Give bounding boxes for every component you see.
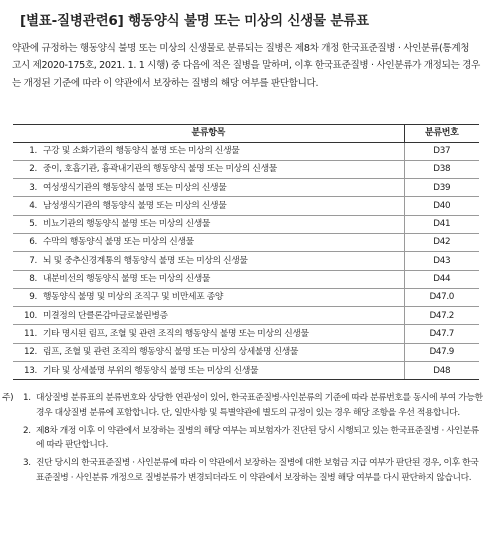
table-row <box>13 307 479 325</box>
row-code: D39 <box>404 179 479 197</box>
row-category <box>13 325 404 343</box>
row-category <box>13 362 404 380</box>
row-name: 수막의 행동양식 불명 또는 미상의 신생물 <box>43 237 194 248</box>
note-number: 1. <box>23 393 31 403</box>
row-category <box>13 215 404 233</box>
note-item <box>2 391 484 421</box>
row-number: 6. <box>29 237 37 248</box>
row-number: 4. <box>29 200 37 211</box>
table-row <box>13 215 479 233</box>
row-name: 남성생식기관의 행동양식 불명 또는 미상의 신생물 <box>43 200 227 211</box>
note-number: 2. <box>23 425 31 436</box>
row-category <box>13 343 404 361</box>
row-name: 기타 명시된 림프, 조혈 및 관련 조직의 행동양식 불명 또는 미상의 신생물 <box>43 328 309 339</box>
row-number: 12. <box>24 347 37 358</box>
row-category <box>13 160 404 178</box>
row-code: D41 <box>404 215 479 233</box>
row-number: 11. <box>24 328 37 339</box>
classification-table <box>13 124 479 380</box>
row-name: 내분비선의 행동양식 불명 또는 미상의 신생물 <box>43 274 211 285</box>
row-code: D47.0 <box>404 288 479 306</box>
row-name: 미결정의 단클론감마글로불린병증 <box>43 310 168 321</box>
note-text: 진단 당시의 한국표준질병 · 사인분류에 따라 이 약관에서 보장하는 질병에 대한 보험금 지급 여부가 판단된 경우, 이후 한국표준질병 · 사인분류 개정으로 질병분류가 변경되더라도 이 약관에서 보장하는 질병 해당 여부를 다시 판단하지 않습니다. <box>36 458 479 483</box>
row-name: 비뇨기관의 행동양식 불명 또는 미상의 신생물 <box>43 219 211 230</box>
row-category <box>13 179 404 197</box>
row-name: 행동양식 불명 및 미상의 조직구 및 비만세포 종양 <box>43 292 224 303</box>
note-item <box>2 424 484 454</box>
row-code: D48 <box>404 362 479 380</box>
table-header-row <box>13 125 479 143</box>
header-category: 분류항목 <box>13 125 404 143</box>
page-title: [별표-질병관련6] 행동양식 불명 또는 미상의 신생물 분류표 <box>20 13 369 29</box>
note-item <box>2 456 484 486</box>
row-code: D43 <box>404 252 479 270</box>
row-name: 림프, 조혈 및 관련 조직의 행동양식 불명 또는 미상의 상세불명 신생물 <box>43 347 299 358</box>
header-code: 분류번호 <box>404 125 479 143</box>
table-row <box>13 252 479 270</box>
table-row <box>13 233 479 251</box>
row-name: 여성생식기관의 행동양식 불명 또는 미상의 신생물 <box>43 182 227 193</box>
table-body <box>13 142 479 380</box>
notes-section <box>2 391 484 489</box>
row-code: D47.2 <box>404 307 479 325</box>
row-name: 구강 및 소화기관의 행동양식 불명 또는 미상의 신생물 <box>43 145 240 156</box>
row-name: 뇌 및 중추신경계통의 행동양식 불명 또는 미상의 신생물 <box>43 255 248 266</box>
row-number: 3. <box>29 182 37 193</box>
row-number: 8. <box>29 274 37 285</box>
row-number: 5. <box>29 219 37 230</box>
row-name: 기타 및 상세불명 부위의 행동양식 불명 또는 미상의 신생물 <box>43 365 259 376</box>
table-row <box>13 288 479 306</box>
note-number: 3. <box>23 458 31 469</box>
row-category <box>13 270 404 288</box>
row-code: D37 <box>404 142 479 160</box>
row-category <box>13 233 404 251</box>
row-number: 9. <box>29 292 37 303</box>
notes-prefix: 주) <box>2 393 14 403</box>
table-row <box>13 197 479 215</box>
row-category <box>13 288 404 306</box>
note-text: 대상질병 분류표의 분류번호와 상당한 연관성이 있어, 한국표준질병·사인분류의 기준에 따라 분류번호를 동시에 부여 가능한 경우 대상질병 분류에 포함합니다. 단, 일반사항 및 특별약관에 별도의 규정이 있는 경우 해당 조항을 우선 적용합니다. <box>36 393 483 418</box>
row-code: D42 <box>404 233 479 251</box>
row-name: 중이, 호흡기관, 흉곽내기관의 행동양식 불명 또는 미상의 신생물 <box>43 164 277 175</box>
table-row <box>13 362 479 380</box>
table-row <box>13 270 479 288</box>
row-category <box>13 197 404 215</box>
row-category <box>13 142 404 160</box>
row-number: 7. <box>29 255 37 266</box>
table-row <box>13 325 479 343</box>
row-code: D38 <box>404 160 479 178</box>
table-row <box>13 142 479 160</box>
row-category <box>13 307 404 325</box>
row-number: 2. <box>29 164 37 175</box>
table-row <box>13 160 479 178</box>
row-code: D40 <box>404 197 479 215</box>
table-row <box>13 179 479 197</box>
row-code: D44 <box>404 270 479 288</box>
intro-paragraph: 약관에 규정하는 행동양식 불명 또는 미상의 신생물로 분류되는 질병은 제8차 개정 한국표준질병 · 사인분류(통계청 고시 제2020-175호, 2021. 1. 1 시행) 중 다음에 적은 질병을 말하며, 이후 한국표준질병 · 사인분류가 개정되는 경우는 개정된 기준에 따라 이 약관에서 보장하는 질병의 해당 여부를 판단합니다. <box>12 43 480 89</box>
row-number: 1. <box>29 145 37 156</box>
table-row <box>13 343 479 361</box>
row-code: D47.7 <box>404 325 479 343</box>
row-number: 10. <box>24 310 37 321</box>
row-category <box>13 252 404 270</box>
row-number: 13. <box>24 365 37 376</box>
row-code: D47.9 <box>404 343 479 361</box>
note-text: 제8차 개정 이후 이 약관에서 보장하는 질병의 해당 여부는 피보험자가 진단된 당시 시행되고 있는 한국표준질병 · 사인분류에 따라 판단합니다. <box>36 425 479 451</box>
